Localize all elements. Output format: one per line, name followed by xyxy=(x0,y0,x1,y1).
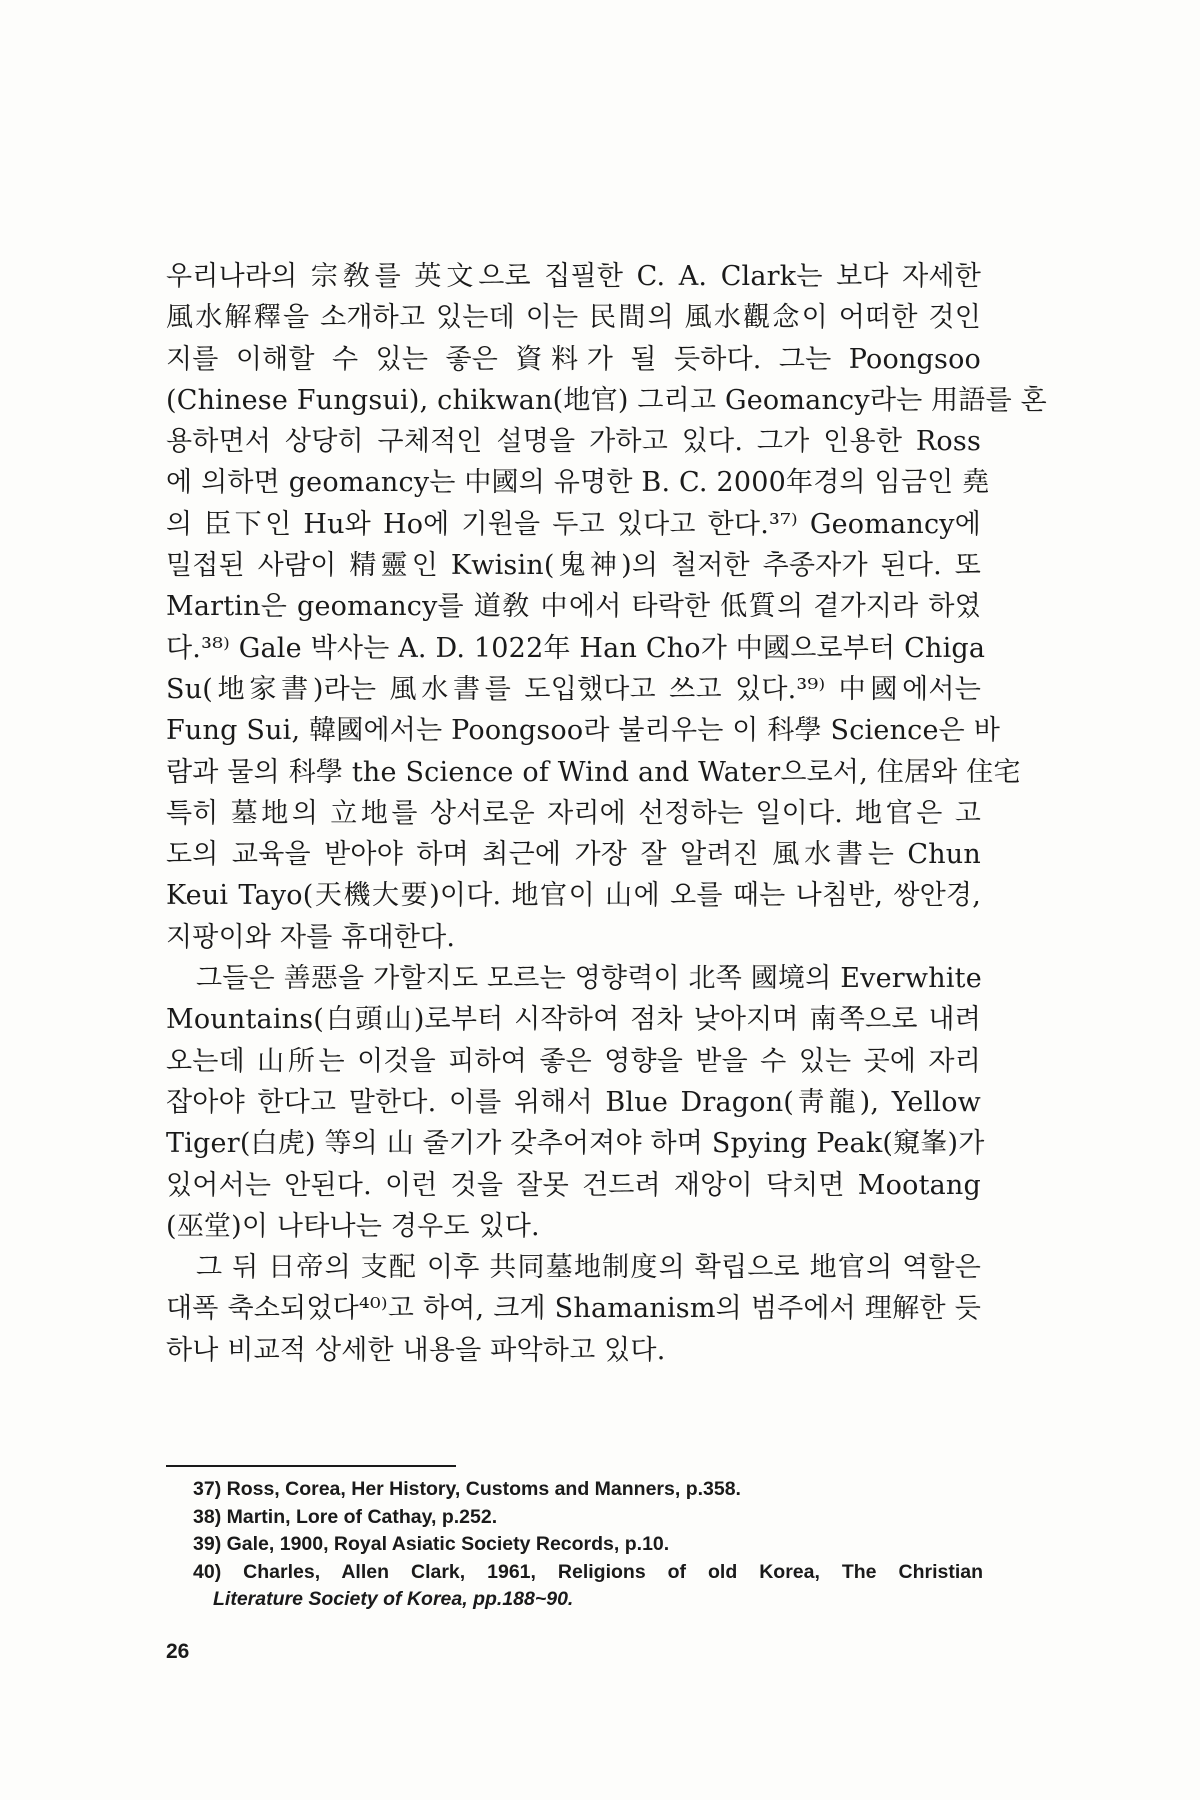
footnote-continuation xyxy=(193,1586,983,1614)
text-line: 도의 교육을 받아야 하며 최근에 가장 잘 알려진 風水書는 Chun xyxy=(166,839,981,871)
page-number: 26 xyxy=(166,1640,190,1663)
footnote-text: Ross, Corea, Her History, Customs and Manners, p.358. xyxy=(226,1478,741,1500)
text-line: Mountains(白頭山)로부터 시작하여 점차 낮아지며 南쪽으로 내려 xyxy=(166,1004,981,1036)
text-line: 있어서는 안된다. 이런 것을 잘못 건드려 재앙이 닥치면 Mootang xyxy=(166,1169,981,1201)
footnotes xyxy=(193,1476,983,1614)
text-line: 에 의하면 geomancy는 中國의 유명한 B. C. 2000年경의 임금인 堯 xyxy=(166,467,990,499)
footnote-number: 37) xyxy=(193,1478,222,1500)
footnote-text: Charles, Allen Clark, 1961, Religions of old Korea, The Christian xyxy=(243,1560,983,1583)
footnote xyxy=(193,1476,983,1504)
text-line: 대폭 축소되었다⁴⁰⁾고 하여, 크게 Shamanism의 범주에서 理解한 듯 xyxy=(166,1293,981,1325)
footnote-number: 38) xyxy=(193,1505,222,1528)
text-line: 風水解釋을 소개하고 있는데 이는 民間의 風水觀念이 어떠한 것인 xyxy=(166,302,981,334)
text-line: 지팡이와 자를 휴대한다. xyxy=(166,921,456,953)
text-line: Martin은 geomancy를 道敎 中에서 타락한 低質의 곁가지라 하였 xyxy=(166,591,981,623)
text-line: 우리나라의 宗敎를 英文으로 집필한 C. A. Clark는 보다 자세한 xyxy=(166,261,981,292)
text-line: 다.³⁸⁾ Gale 박사는 A. D. 1022年 Han Cho가 中國으로부터 Chiga xyxy=(166,632,986,664)
footnote-text: Gale, 1900, Royal Asiatic Society Records, p.10. xyxy=(226,1533,670,1555)
footnote-divider xyxy=(166,1465,456,1467)
text-line: Tiger(白虎) 等의 山 줄기가 갖추어져야 하며 Spying Peak(窺峯)가 xyxy=(166,1128,985,1160)
text-line: 의 臣下인 Hu와 Ho에 기원을 두고 있다고 한다.³⁷⁾ Geomancy에 xyxy=(166,508,981,540)
text-line: (Chinese Fungsui), chikwan(地官) 그리고 Geomancy라는 用語를 혼 xyxy=(166,384,1047,416)
footnote-number: 39) xyxy=(193,1533,222,1555)
footnote-text: Literature Society of Korea, pp.188~90. xyxy=(213,1588,574,1610)
footnote xyxy=(193,1531,983,1559)
text-line: 오는데 山所는 이것을 피하여 좋은 영향을 받을 수 있는 곳에 자리 xyxy=(166,1045,981,1077)
text-line: 그 뒤 日帝의 支配 이후 共同墓地制度의 확립으로 地官의 역할은 xyxy=(196,1252,981,1284)
body-text xyxy=(166,256,1047,1371)
text-line: 지를 이해할 수 있는 좋은 資料가 될 듯하다. 그는 Poongsoo xyxy=(166,343,981,375)
text-line: 하나 비교적 상세한 내용을 파악하고 있다. xyxy=(166,1334,666,1366)
footnote xyxy=(193,1559,983,1587)
text-line: Fung Sui, 韓國에서는 Poongsoo라 불리우는 이 科學 Science은 바 xyxy=(166,715,1001,747)
text-line: (巫堂)이 나타나는 경우도 있다. xyxy=(166,1210,540,1242)
text-line: 잡아야 한다고 말한다. 이를 위해서 Blue Dragon(靑龍), Yellow xyxy=(166,1086,981,1118)
footnote xyxy=(193,1504,983,1532)
text-line: Keui Tayo(天機大要)이다. 地官이 山에 오를 때는 나침반, 쌍안경, xyxy=(166,880,981,912)
footnote-number: 40) xyxy=(193,1560,222,1583)
text-line: 용하면서 상당히 구체적인 설명을 가하고 있다. 그가 인용한 Ross xyxy=(166,426,981,458)
text-line: 그들은 善惡을 가할지도 모르는 영향력이 北쪽 國境의 Everwhite xyxy=(196,963,982,995)
text-line: 특히 墓地의 立地를 상서로운 자리에 선정하는 일이다. 地官은 고 xyxy=(166,797,981,829)
text-line: 밀접된 사람이 精靈인 Kwisin(鬼神)의 철저한 추종자가 된다. 또 xyxy=(166,550,981,582)
text-line: 람과 물의 科學 the Science of Wind and Water으로서, 住居와 住宅 xyxy=(166,756,1021,788)
text-line: Su(地家書)라는 風水書를 도입했다고 쓰고 있다.³⁹⁾ 中國에서는 xyxy=(166,673,981,705)
footnote-text: Martin, Lore of Cathay, p.252. xyxy=(226,1505,498,1528)
